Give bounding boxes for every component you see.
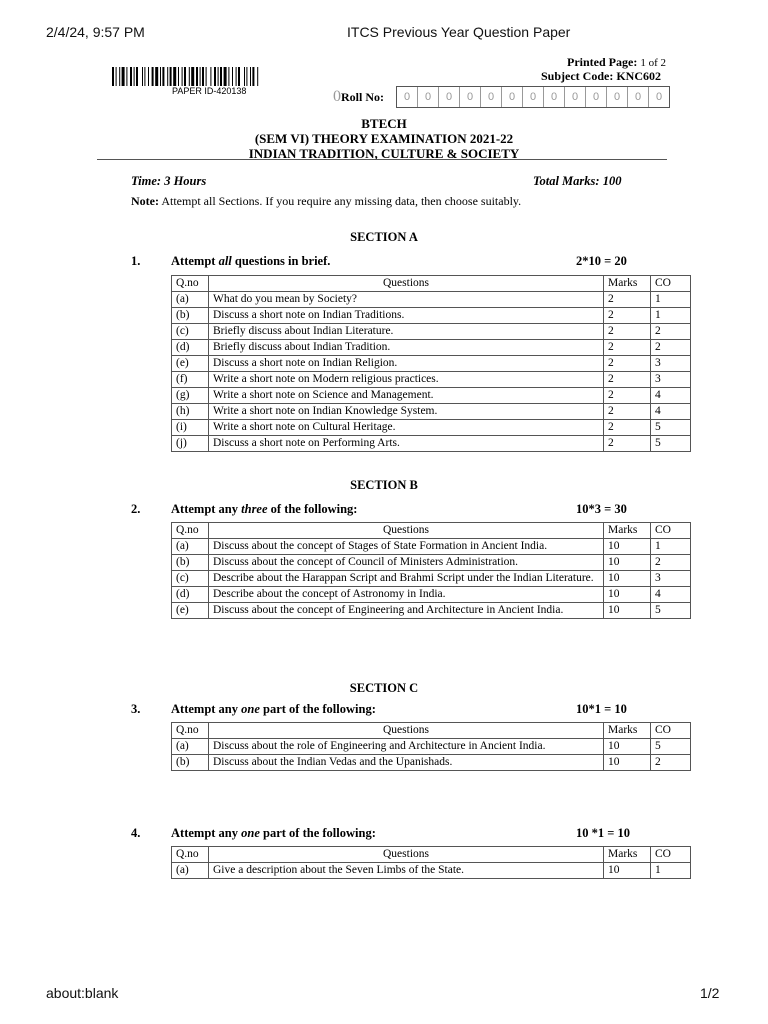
question-id: (b) [172, 755, 209, 771]
question-number: 4. [131, 826, 141, 840]
table-header-row [172, 847, 691, 863]
roll-digit-box: 0 [397, 87, 418, 107]
question-text: Briefly discuss about Indian Tradition. [209, 340, 604, 356]
table-header-cell: CO [651, 276, 691, 292]
question-id: (b) [172, 555, 209, 571]
table-row [172, 292, 691, 308]
section-marks: 10 *1 = 10 [576, 826, 630, 840]
question-id: (g) [172, 388, 209, 404]
table-header-cell: CO [651, 523, 691, 539]
table-header-row [172, 276, 691, 292]
question-text: Write a short note on Science and Management. [209, 388, 604, 404]
table-header-cell: Marks [604, 523, 651, 539]
table-row [172, 356, 691, 372]
question-co: 4 [651, 388, 691, 404]
question-id: (c) [172, 571, 209, 587]
table-row [172, 388, 691, 404]
table-row [172, 587, 691, 603]
question-id: (f) [172, 372, 209, 388]
question-marks: 2 [604, 404, 651, 420]
roll-digit-box: 0 [628, 87, 649, 107]
subject-code [541, 69, 661, 84]
title-line-3: INDIAN TRADITION, CULTURE & SOCIETY [248, 146, 520, 161]
roll-digit-box: 0 [460, 87, 481, 107]
question-text: Discuss about the concept of Stages of State Formation in Ancient India. [209, 539, 604, 555]
question-co: 1 [651, 308, 691, 324]
question-id: (b) [172, 308, 209, 324]
question-id: (i) [172, 420, 209, 436]
question-instruction: Attempt any one part of the following: [171, 702, 376, 716]
question-marks: 2 [604, 356, 651, 372]
table-header-row [172, 523, 691, 539]
question-id: (e) [172, 603, 209, 619]
question-text: Discuss a short note on Indian Religion. [209, 356, 604, 372]
question-id: (d) [172, 587, 209, 603]
table-row [172, 863, 691, 879]
question-marks: 2 [604, 308, 651, 324]
table-row [172, 539, 691, 555]
print-datetime: 2/4/24, 9:57 PM [46, 24, 145, 40]
roll-digit-box: 0 [523, 87, 544, 107]
question-co: 3 [651, 372, 691, 388]
question-number: 3. [131, 702, 141, 716]
table-row [172, 571, 691, 587]
table-row [172, 436, 691, 452]
question-marks: 2 [604, 436, 651, 452]
question-marks: 2 [604, 388, 651, 404]
roll-digit-box: 0 [481, 87, 502, 107]
question-marks: 10 [604, 603, 651, 619]
table-header-cell: Questions [209, 523, 604, 539]
question-co: 4 [651, 404, 691, 420]
table-row [172, 739, 691, 755]
subject-code-value: KNC602 [616, 69, 661, 83]
roll-digit-box: 0 [565, 87, 586, 107]
question-text: Briefly discuss about Indian Literature. [209, 324, 604, 340]
question-co: 5 [651, 420, 691, 436]
table-row [172, 603, 691, 619]
roll-label [333, 88, 384, 106]
question-text: Write a short note on Indian Knowledge System. [209, 404, 604, 420]
question-text: Write a short note on Modern religious practices. [209, 372, 604, 388]
section-heading: SECTION B [350, 478, 418, 492]
question-marks: 10 [604, 755, 651, 771]
question-text: Discuss about the Indian Vedas and the Upanishads. [209, 755, 604, 771]
table-header-cell: Questions [209, 276, 604, 292]
question-co: 2 [651, 555, 691, 571]
question-text: Give a description about the Seven Limbs of the State. [209, 863, 604, 879]
questions-table [171, 722, 691, 771]
note [131, 194, 521, 209]
roll-digit-box: 0 [439, 87, 460, 107]
note-text: Attempt all Sections. If you require any missing data, then choose suitably. [161, 194, 522, 208]
table-header-cell: CO [651, 847, 691, 863]
question-co: 2 [651, 340, 691, 356]
question-co: 2 [651, 755, 691, 771]
question-number: 2. [131, 502, 141, 516]
title-divider [97, 159, 667, 160]
question-text: What do you mean by Society? [209, 292, 604, 308]
section-heading: SECTION C [349, 681, 419, 695]
roll-prefix: 0 [333, 88, 341, 105]
title-line-1: BTECH [361, 116, 407, 131]
table-header-cell: Q.no [172, 723, 209, 739]
question-co: 5 [651, 603, 691, 619]
print-url: about:blank [46, 985, 119, 1001]
note-label: Note: [131, 194, 159, 208]
section-heading: SECTION A [350, 230, 418, 244]
question-text: Discuss about the concept of Council of Ministers Administration. [209, 555, 604, 571]
exam-title [0, 116, 768, 161]
question-marks: 2 [604, 372, 651, 388]
question-marks: 10 [604, 555, 651, 571]
question-text: Discuss about the concept of Engineering and Architecture in Ancient India. [209, 603, 604, 619]
table-row [172, 324, 691, 340]
question-marks: 10 [604, 539, 651, 555]
print-title: ITCS Previous Year Question Paper [347, 24, 571, 40]
table-header-cell: Marks [604, 723, 651, 739]
barcode-image [112, 67, 310, 86]
section-marks: 10*1 = 10 [576, 702, 627, 716]
roll-digit-box: 0 [502, 87, 523, 107]
question-marks: 10 [604, 739, 651, 755]
question-number: 1. [131, 254, 141, 268]
question-co: 3 [651, 571, 691, 587]
question-marks: 2 [604, 292, 651, 308]
section-marks: 10*3 = 30 [576, 502, 627, 516]
question-instruction: Attempt any one part of the following: [171, 826, 376, 840]
question-marks: 2 [604, 420, 651, 436]
total-marks: Total Marks: 100 [533, 174, 622, 188]
question-text: Discuss about the role of Engineering and Architecture in Ancient India. [209, 739, 604, 755]
question-text: Describe about the Harappan Script and Brahmi Script under the Indian Literature. [209, 571, 604, 587]
question-instruction: Attempt any three of the following: [171, 502, 358, 516]
table-header-cell: Q.no [172, 847, 209, 863]
paper-id: PAPER ID-420138 [172, 86, 247, 96]
question-instruction: Attempt all questions in brief. [171, 254, 331, 268]
questions-table [171, 275, 691, 452]
table-header-cell: CO [651, 723, 691, 739]
question-co: 2 [651, 324, 691, 340]
question-marks: 10 [604, 587, 651, 603]
question-id: (a) [172, 539, 209, 555]
table-header-row [172, 723, 691, 739]
title-line-2: (SEM VI) THEORY EXAMINATION 2021-22 [254, 131, 514, 146]
question-text: Write a short note on Cultural Heritage. [209, 420, 604, 436]
question-co: 1 [651, 292, 691, 308]
roll-digit-box: 0 [544, 87, 565, 107]
roll-number-boxes [396, 86, 670, 108]
question-id: (j) [172, 436, 209, 452]
roll-digit-box: 0 [607, 87, 628, 107]
question-id: (c) [172, 324, 209, 340]
table-header-cell: Q.no [172, 523, 209, 539]
question-co: 3 [651, 356, 691, 372]
question-co: 1 [651, 539, 691, 555]
question-text: Discuss a short note on Indian Traditions. [209, 308, 604, 324]
roll-digit-box: 0 [655, 91, 663, 103]
table-row [172, 340, 691, 356]
question-id: (d) [172, 340, 209, 356]
question-id: (h) [172, 404, 209, 420]
question-co: 5 [651, 739, 691, 755]
question-text: Discuss a short note on Performing Arts. [209, 436, 604, 452]
question-co: 1 [651, 863, 691, 879]
section-marks: 2*10 = 20 [576, 254, 627, 268]
questions-table [171, 846, 691, 879]
question-id: (a) [172, 863, 209, 879]
table-header-cell: Marks [604, 276, 651, 292]
table-row [172, 372, 691, 388]
question-text: Describe about the concept of Astronomy in India. [209, 587, 604, 603]
print-page-count: 1/2 [700, 985, 720, 1001]
questions-table [171, 522, 691, 619]
question-marks: 2 [604, 324, 651, 340]
printed-page-value: 1 of 2 [640, 57, 666, 69]
table-header-cell: Questions [209, 847, 604, 863]
roll-digit-box: 0 [586, 87, 607, 107]
table-row [172, 420, 691, 436]
roll-label-text: Roll No: [341, 90, 384, 104]
table-row [172, 555, 691, 571]
question-marks: 2 [604, 340, 651, 356]
printed-page [567, 55, 666, 70]
subject-code-label: Subject Code: [541, 69, 614, 83]
table-row [172, 404, 691, 420]
question-co: 4 [651, 587, 691, 603]
question-id: (a) [172, 292, 209, 308]
roll-digit-box: 0 [418, 87, 439, 107]
table-header-cell: Questions [209, 723, 604, 739]
table-header-cell: Marks [604, 847, 651, 863]
table-row [172, 755, 691, 771]
question-marks: 10 [604, 571, 651, 587]
table-header-cell: Q.no [172, 276, 209, 292]
question-id: (a) [172, 739, 209, 755]
question-co: 5 [651, 436, 691, 452]
question-id: (e) [172, 356, 209, 372]
question-marks: 10 [604, 863, 651, 879]
exam-time: Time: 3 Hours [131, 174, 207, 188]
table-row [172, 308, 691, 324]
printed-page-label: Printed Page: [567, 55, 638, 69]
